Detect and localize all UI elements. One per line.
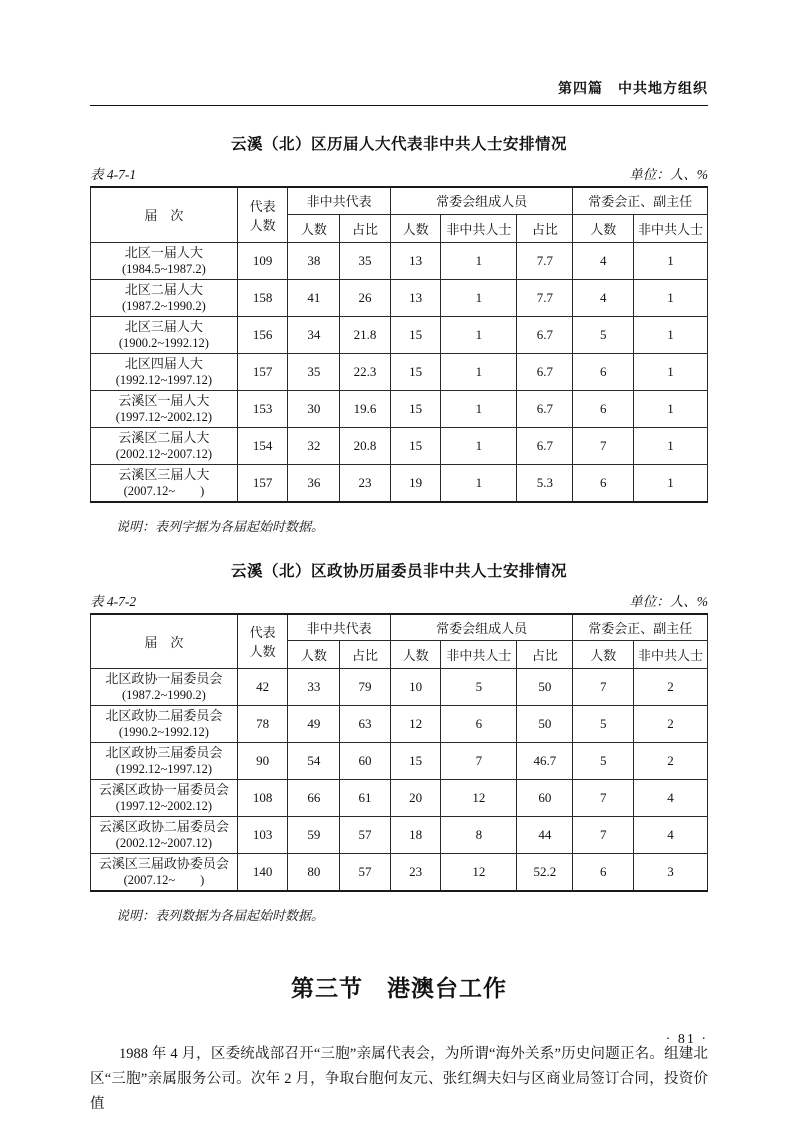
data-cell: 103 xyxy=(237,817,288,854)
data-cell: 1 xyxy=(441,390,517,427)
data-cell: 1 xyxy=(633,390,707,427)
table1 xyxy=(90,186,708,503)
data-cell: 46.7 xyxy=(517,743,573,780)
table2-title: 云溪（北）区政协历届委员非中共人士安排情况 xyxy=(230,562,567,580)
table1-title: 云溪（北）区历届人大代表非中共人士安排情况 xyxy=(230,136,567,153)
data-cell: 6 xyxy=(573,353,633,390)
data-cell: 78 xyxy=(237,706,288,743)
data-cell: 8 xyxy=(441,817,517,854)
data-cell: 20 xyxy=(390,780,441,817)
running-head-text: 第四篇 中共地方组织 xyxy=(558,80,708,96)
table2-note: 说明：表列数据为各届起始时数据。 xyxy=(116,908,325,923)
data-cell: 60 xyxy=(517,780,573,817)
data-cell: 157 xyxy=(237,353,288,390)
subcol-ratio: 占比 xyxy=(340,214,391,242)
data-cell: 30 xyxy=(288,390,340,427)
data-cell: 60 xyxy=(340,743,391,780)
row-term-cell: 北区三届人大 (1900.2~1992.12) xyxy=(91,316,238,353)
data-cell: 158 xyxy=(237,279,288,316)
data-cell: 7 xyxy=(573,669,633,706)
data-cell: 4 xyxy=(633,817,707,854)
data-cell: 156 xyxy=(237,316,288,353)
data-cell: 19 xyxy=(390,464,441,502)
data-cell: 4 xyxy=(573,242,633,279)
data-cell: 23 xyxy=(340,464,391,502)
data-cell: 34 xyxy=(288,316,340,353)
data-cell: 80 xyxy=(288,854,340,892)
running-head xyxy=(90,78,708,98)
row-term-cell: 北区政协三届委员会 (1992.12~1997.12) xyxy=(91,743,238,780)
data-cell: 6 xyxy=(573,390,633,427)
data-cell: 1 xyxy=(633,242,707,279)
col-group-standing-committee: 常委会组成人员 xyxy=(390,187,573,214)
data-cell: 1 xyxy=(633,427,707,464)
data-cell: 50 xyxy=(517,706,573,743)
table1-label: 表 4-7-1 xyxy=(90,167,137,182)
data-cell: 57 xyxy=(340,854,391,892)
table-row xyxy=(91,279,708,316)
subcol-ratio: 占比 xyxy=(517,641,573,669)
row-term-cell: 北区一届人大 (1984.5~1987.2) xyxy=(91,242,238,279)
data-cell: 108 xyxy=(237,780,288,817)
data-cell: 35 xyxy=(288,353,340,390)
table-row xyxy=(91,242,708,279)
data-cell: 20.8 xyxy=(340,427,391,464)
subcol-count: 人数 xyxy=(573,641,633,669)
data-cell: 153 xyxy=(237,390,288,427)
table2-meta xyxy=(90,590,708,610)
col-header-term: 届 次 xyxy=(91,614,238,669)
row-term-cell: 云溪区二届人大 (2002.12~2007.12) xyxy=(91,427,238,464)
data-cell: 15 xyxy=(390,390,441,427)
data-cell: 6 xyxy=(573,854,633,892)
subcol-ratio: 占比 xyxy=(340,641,391,669)
data-cell: 41 xyxy=(288,279,340,316)
col-header-delegates: 代表 人数 xyxy=(237,187,288,242)
data-cell: 4 xyxy=(633,780,707,817)
subcol-count: 人数 xyxy=(390,641,441,669)
table2 xyxy=(90,613,708,893)
subcol-noncpc: 非中共人士 xyxy=(633,641,707,669)
data-cell: 109 xyxy=(237,242,288,279)
data-cell: 1 xyxy=(441,464,517,502)
row-term-cell: 云溪区政协二届委员会 (2002.12~2007.12) xyxy=(91,817,238,854)
table1-unit: 单位：人、% xyxy=(629,167,708,182)
data-cell: 10 xyxy=(390,669,441,706)
table-row xyxy=(91,390,708,427)
table2-header-group-row xyxy=(91,614,708,641)
data-cell: 61 xyxy=(340,780,391,817)
data-cell: 44 xyxy=(517,817,573,854)
data-cell: 5 xyxy=(573,316,633,353)
section-title: 第三节 港澳台工作 xyxy=(291,975,507,1001)
data-cell: 35 xyxy=(340,242,391,279)
data-cell: 32 xyxy=(288,427,340,464)
header-rule xyxy=(90,105,708,106)
data-cell: 90 xyxy=(237,743,288,780)
page-number: · 81 · xyxy=(665,1032,708,1047)
data-cell: 26 xyxy=(340,279,391,316)
col-header-term: 届 次 xyxy=(91,187,238,242)
data-cell: 4 xyxy=(573,279,633,316)
data-cell: 1 xyxy=(441,427,517,464)
row-term-cell: 云溪区三届人大 (2007.12~ ) xyxy=(91,464,238,502)
data-cell: 12 xyxy=(441,780,517,817)
table2-unit: 单位：人、% xyxy=(629,593,708,609)
data-cell: 13 xyxy=(390,279,441,316)
data-cell: 23 xyxy=(390,854,441,892)
data-cell: 50 xyxy=(517,669,573,706)
subcol-noncpc: 非中共人士 xyxy=(441,641,517,669)
body-paragraph: 1988 年 4 月，区委统战部召开“三胞”亲属代表会，为所谓“海外关系”历史问题正名。组建北区“三胞”亲属服务公司。次年 2 月，争取台胞何友元、张红绸夫妇与区商业局签订合同，投资价值 xyxy=(90,1046,708,1112)
data-cell: 5 xyxy=(573,706,633,743)
data-cell: 7.7 xyxy=(517,279,573,316)
subcol-ratio: 占比 xyxy=(517,214,573,242)
data-cell: 7 xyxy=(441,743,517,780)
data-cell: 6 xyxy=(441,706,517,743)
data-cell: 2 xyxy=(633,743,707,780)
table-row xyxy=(91,780,708,817)
row-term-cell: 北区二届人大 (1987.2~1990.2) xyxy=(91,279,238,316)
subcol-count: 人数 xyxy=(390,214,441,242)
data-cell: 1 xyxy=(633,353,707,390)
data-cell: 15 xyxy=(390,743,441,780)
data-cell: 5.3 xyxy=(517,464,573,502)
data-cell: 7 xyxy=(573,427,633,464)
row-term-cell: 云溪区政协一届委员会 (1997.12~2002.12) xyxy=(91,780,238,817)
data-cell: 5 xyxy=(441,669,517,706)
data-cell: 21.8 xyxy=(340,316,391,353)
data-cell: 140 xyxy=(237,854,288,892)
subcol-noncpc: 非中共人士 xyxy=(633,214,707,242)
data-cell: 15 xyxy=(390,427,441,464)
data-cell: 157 xyxy=(237,464,288,502)
data-cell: 1 xyxy=(633,279,707,316)
table-row xyxy=(91,464,708,502)
table-row xyxy=(91,427,708,464)
table-row xyxy=(91,669,708,706)
data-cell: 18 xyxy=(390,817,441,854)
table-row xyxy=(91,706,708,743)
table-row xyxy=(91,743,708,780)
table1-header-group-row xyxy=(91,187,708,214)
data-cell: 15 xyxy=(390,353,441,390)
data-cell: 36 xyxy=(288,464,340,502)
data-cell: 7 xyxy=(573,817,633,854)
row-term-cell: 云溪区三届政协委员会 (2007.12~ ) xyxy=(91,854,238,892)
data-cell: 1 xyxy=(633,464,707,502)
data-cell: 52.2 xyxy=(517,854,573,892)
subcol-noncpc: 非中共人士 xyxy=(441,214,517,242)
data-cell: 6.7 xyxy=(517,390,573,427)
col-group-noncpc-delegates: 非中共代表 xyxy=(288,187,390,214)
data-cell: 49 xyxy=(288,706,340,743)
subcol-count: 人数 xyxy=(573,214,633,242)
row-term-cell: 北区政协一届委员会 (1987.2~1990.2) xyxy=(91,669,238,706)
subcol-count: 人数 xyxy=(288,641,340,669)
data-cell: 6.7 xyxy=(517,353,573,390)
table1-meta xyxy=(90,163,708,183)
data-cell: 1 xyxy=(441,242,517,279)
data-cell: 15 xyxy=(390,316,441,353)
data-cell: 154 xyxy=(237,427,288,464)
data-cell: 6 xyxy=(573,464,633,502)
data-cell: 1 xyxy=(441,279,517,316)
data-cell: 66 xyxy=(288,780,340,817)
table-row xyxy=(91,316,708,353)
data-cell: 63 xyxy=(340,706,391,743)
data-cell: 1 xyxy=(441,316,517,353)
table2-label: 表 4-7-2 xyxy=(90,593,137,609)
data-cell: 2 xyxy=(633,669,707,706)
subcol-count: 人数 xyxy=(288,214,340,242)
row-term-cell: 北区政协二届委员会 (1990.2~1992.12) xyxy=(91,706,238,743)
data-cell: 5 xyxy=(573,743,633,780)
data-cell: 54 xyxy=(288,743,340,780)
data-cell: 12 xyxy=(441,854,517,892)
data-cell: 2 xyxy=(633,706,707,743)
data-cell: 1 xyxy=(633,316,707,353)
table1-note: 说明：表列字据为各届起始时数据。 xyxy=(116,518,325,534)
table-row xyxy=(91,353,708,390)
col-group-chairs: 常委会正、副主任 xyxy=(573,187,708,214)
col-group-noncpc-delegates: 非中共代表 xyxy=(288,614,390,641)
table1-body xyxy=(91,242,708,502)
data-cell: 6.7 xyxy=(517,427,573,464)
data-cell: 7 xyxy=(573,780,633,817)
data-cell: 59 xyxy=(288,817,340,854)
table-row xyxy=(91,817,708,854)
data-cell: 22.3 xyxy=(340,353,391,390)
col-group-chairs: 常委会正、副主任 xyxy=(573,614,708,641)
data-cell: 1 xyxy=(441,353,517,390)
data-cell: 38 xyxy=(288,242,340,279)
row-term-cell: 北区四届人大 (1992.12~1997.12) xyxy=(91,353,238,390)
data-cell: 57 xyxy=(340,817,391,854)
table-row xyxy=(91,854,708,892)
table2-body xyxy=(91,669,708,892)
data-cell: 6.7 xyxy=(517,316,573,353)
data-cell: 12 xyxy=(390,706,441,743)
data-cell: 79 xyxy=(340,669,391,706)
col-header-delegates: 代表 人数 xyxy=(237,614,288,669)
data-cell: 3 xyxy=(633,854,707,892)
data-cell: 7.7 xyxy=(517,242,573,279)
row-term-cell: 云溪区一届人大 (1997.12~2002.12) xyxy=(91,390,238,427)
col-group-standing-committee: 常委会组成人员 xyxy=(390,614,573,641)
data-cell: 19.6 xyxy=(340,390,391,427)
data-cell: 13 xyxy=(390,242,441,279)
data-cell: 33 xyxy=(288,669,340,706)
data-cell: 42 xyxy=(237,669,288,706)
